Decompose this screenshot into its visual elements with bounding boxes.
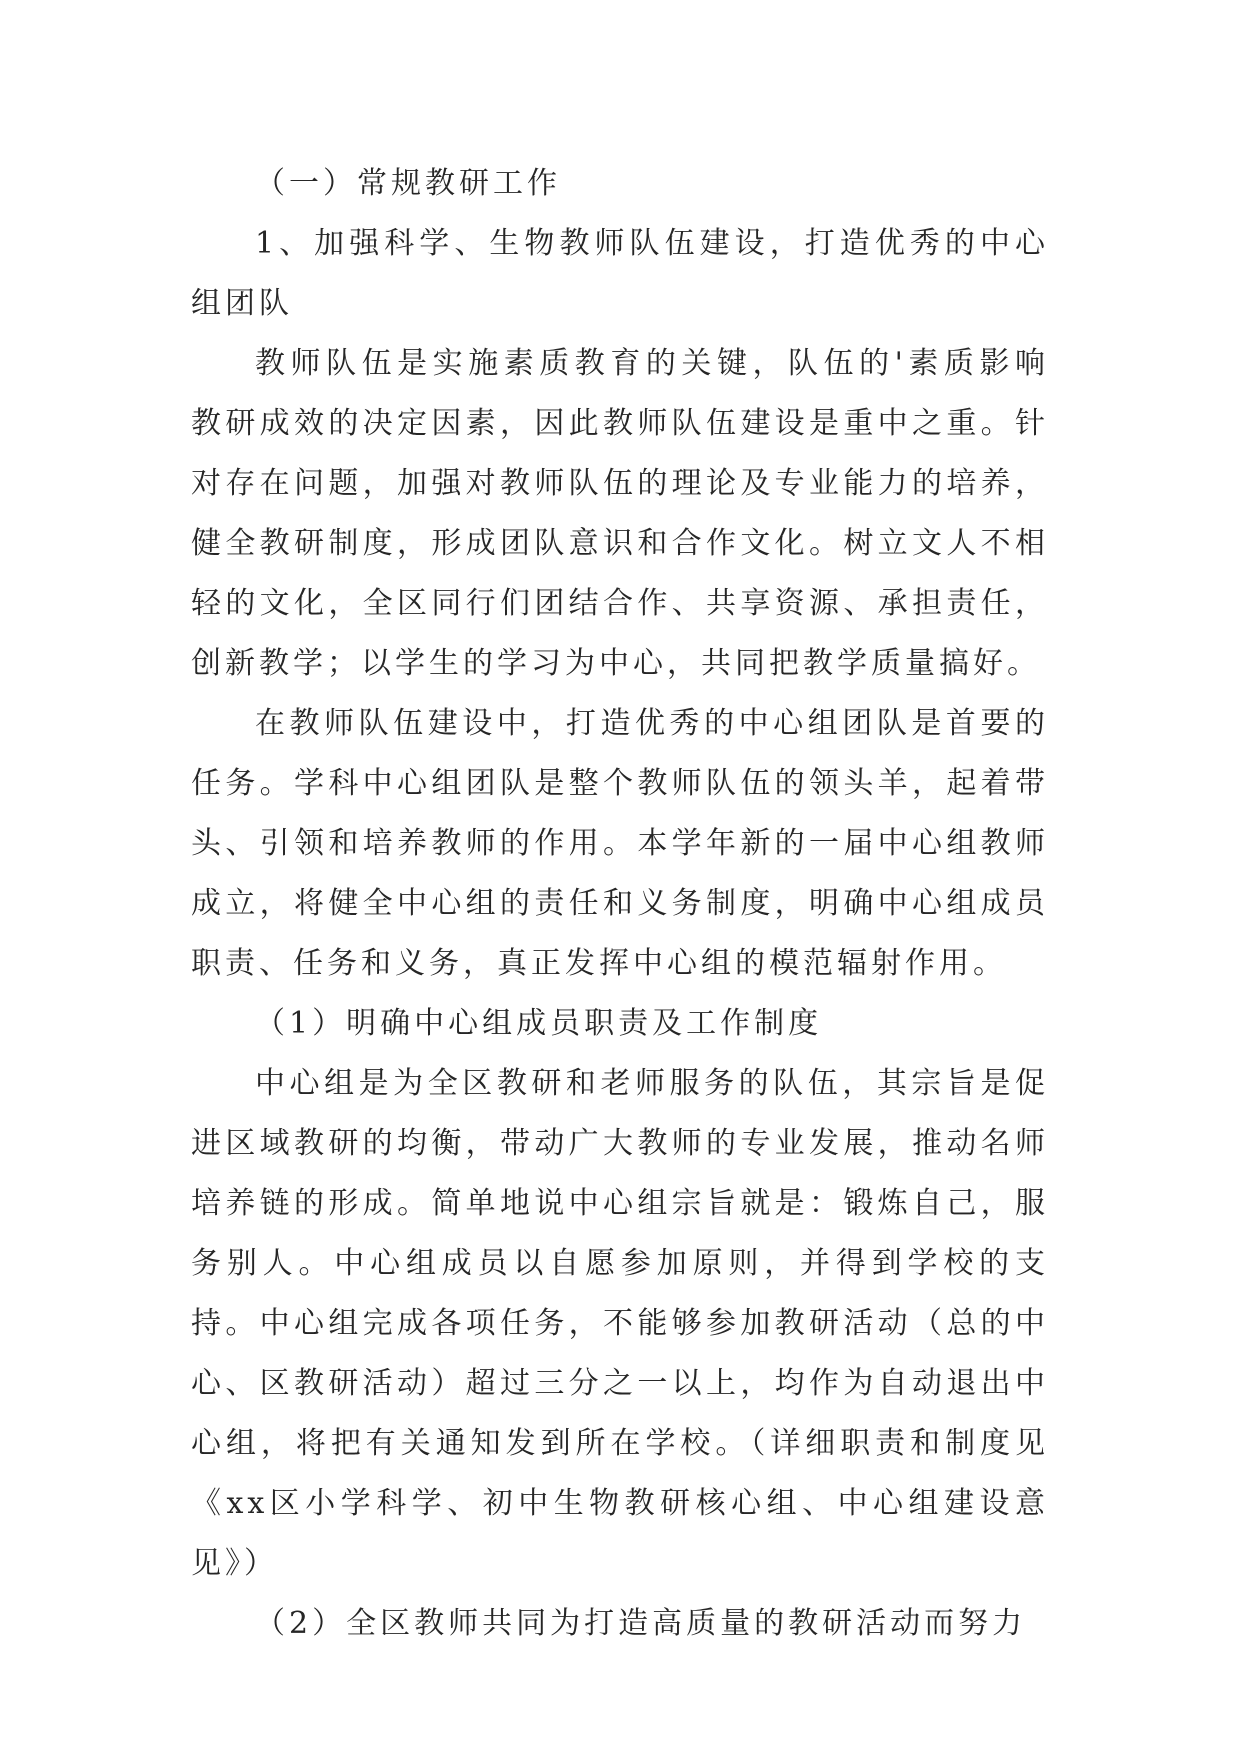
body-paragraph: 在教师队伍建设中，打造优秀的中心组团队是首要的任务。学科中心组团队是整个教师队伍的领头羊，起着带头、引领和培养教师的作用。本学年新的一届中心组教师成立，将健全中心组的责任和义务制度，明确中心组成员职责、任务和义务，真正发挥中心组的模范辐射作用。 (191, 706, 1049, 981)
document-body (191, 154, 1049, 1654)
body-paragraph: 教师队伍是实施素质教育的关键，队伍的'素质影响教研成效的决定因素，因此教师队伍建设是重中之重。针对存在问题，加强对教师队伍的理论及专业能力的培养，健全教研制度，形成团队意识和合作文化。树立文人不相轻的文化，全区同行们团结合作、共享资源、承担责任，创新教学；以学生的学习为中心，共同把教学质量搞好。 (191, 346, 1049, 681)
section-heading: （一）常规教研工作 (255, 166, 561, 201)
body-paragraph: 中心组是为全区教研和老师服务的队伍，其宗旨是促进区域教研的均衡，带动广大教师的专业发展，推动名师培养链的形成。简单地说中心组宗旨就是：锻炼自己，服务别人。中心组成员以自愿参加原则，并得到学校的支持。中心组完成各项任务，不能够参加教研活动（总的中心、区教研活动）超过三分之一以上，均作为自动退出中心组，将把有关通知发到所在学校。（详细职责和制度见《xx区小学科学、初中生物教研核心组、中心组建设意见》） (191, 1066, 1049, 1581)
item-heading: （1）明确中心组成员职责及工作制度 (255, 1006, 823, 1041)
item-heading: （2）全区教师共同为打造高质量的教研活动而努力 (255, 1606, 1027, 1641)
subsection-heading: 1、加强科学、生物教师队伍建设，打造优秀的中心组团队 (191, 226, 1049, 321)
